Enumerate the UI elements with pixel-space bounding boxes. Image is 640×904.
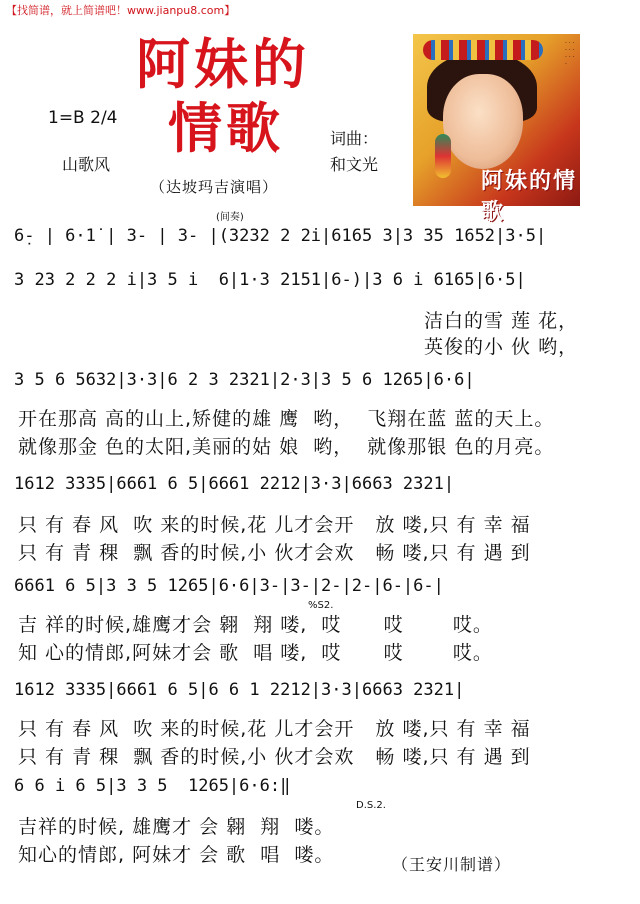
lyric-line: 吉 祥的时候,雄鹰才会 翱 翔 喽, 哎 哎 哎。 [18, 614, 493, 636]
notation-row-2: 3 23 2 2 2 i|3 5 i 6|1·3 2151|6-)|3 6 i 6165|6·5| [14, 270, 526, 290]
credits-name: 和文光 [330, 155, 379, 174]
lyric-line: 知心的情郎, 阿妹才 会 歌 唱 喽。 [18, 844, 335, 866]
album-cover [413, 34, 580, 225]
notation-row-6: 1612 3335|6661 6 5|6 6 1 2212|3·3|6663 2321| [14, 680, 465, 700]
song-title-line-1: 阿妹的 [136, 33, 310, 96]
lyric-line: 洁白的雪 莲 花， [424, 310, 579, 332]
notation-row-7: 6 6 i 6 5|3 3 5 1265|6·6:‖ [14, 776, 291, 796]
lyric-line: 只 有 春 风 吹 来的时候,花 儿才会开 放 喽,只 有 幸 福 [18, 514, 531, 536]
key-signature: 1=B 2/4 [48, 108, 118, 128]
lyric-line: 知 心的情郎,阿妹才会 歌 唱 喽, 哎 哎 哎。 [18, 642, 493, 664]
lyric-line: 只 有 青 稞 飘 香的时候,小 伙才会欢 畅 喽,只 有 遇 到 [18, 746, 531, 768]
notation-row-1: 6̣- | 6·1̇ | 3- | 3- |(3232 2 2i|6165 3|3 35 1652|3·5| [14, 226, 547, 246]
lyric-line: 只 有 春 风 吹 来的时候,花 儿才会开 放 喽,只 有 幸 福 [18, 718, 531, 740]
cover-earring [435, 134, 451, 178]
lyric-line: 英俊的小 伙 哟， [424, 336, 579, 358]
intro-label: (间奏) [216, 212, 244, 223]
song-title-line-2: 情歌 [168, 97, 284, 160]
cover-headband [423, 40, 543, 60]
site-banner: 【找简谱，就上简谱吧！www.jianpu8.com】 [6, 4, 236, 17]
notation-row-3: 3 5 6 5632|3·3|6 2 3 2321|2·3|3 5 6 1265|6·6| [14, 370, 475, 390]
lyric-line: 开在那高 高的山上,矫健的雄 鹰 哟， 飞翔在蓝 蓝的天上。 [18, 408, 555, 430]
segno-mark: %S2. [308, 600, 334, 611]
cover-title: 阿妹的情歌 [481, 168, 578, 225]
ds-mark: D.S.2. [356, 800, 386, 811]
lyric-line: 就像那金 色的太阳,美丽的姑 娘 哟， 就像那银 色的月亮。 [18, 436, 555, 458]
style-label: 山歌风 [62, 155, 111, 174]
lyric-line: 只 有 青 稞 飘 香的时候,小 伙才会欢 畅 喽,只 有 遇 到 [18, 542, 531, 564]
notation-row-5: 6661 6 5|3 3 5 1265|6·6|3-|3-|2-|2-|6-|6-| [14, 576, 444, 596]
notation-row-4: 1612 3335|6661 6 5|6661 2212|3·3|6663 2321| [14, 474, 455, 494]
cover-side-text: · · · · · · · · · · [565, 40, 575, 68]
cover-face [443, 74, 523, 169]
performer-label: （达坡玛吉演唱） [150, 178, 279, 196]
lyric-line: 吉祥的时候, 雄鹰才 会 翱 翔 喽。 [18, 816, 335, 838]
credits-label: 词曲： [330, 129, 379, 148]
arranger-credit: （王安川制谱） [392, 855, 512, 874]
